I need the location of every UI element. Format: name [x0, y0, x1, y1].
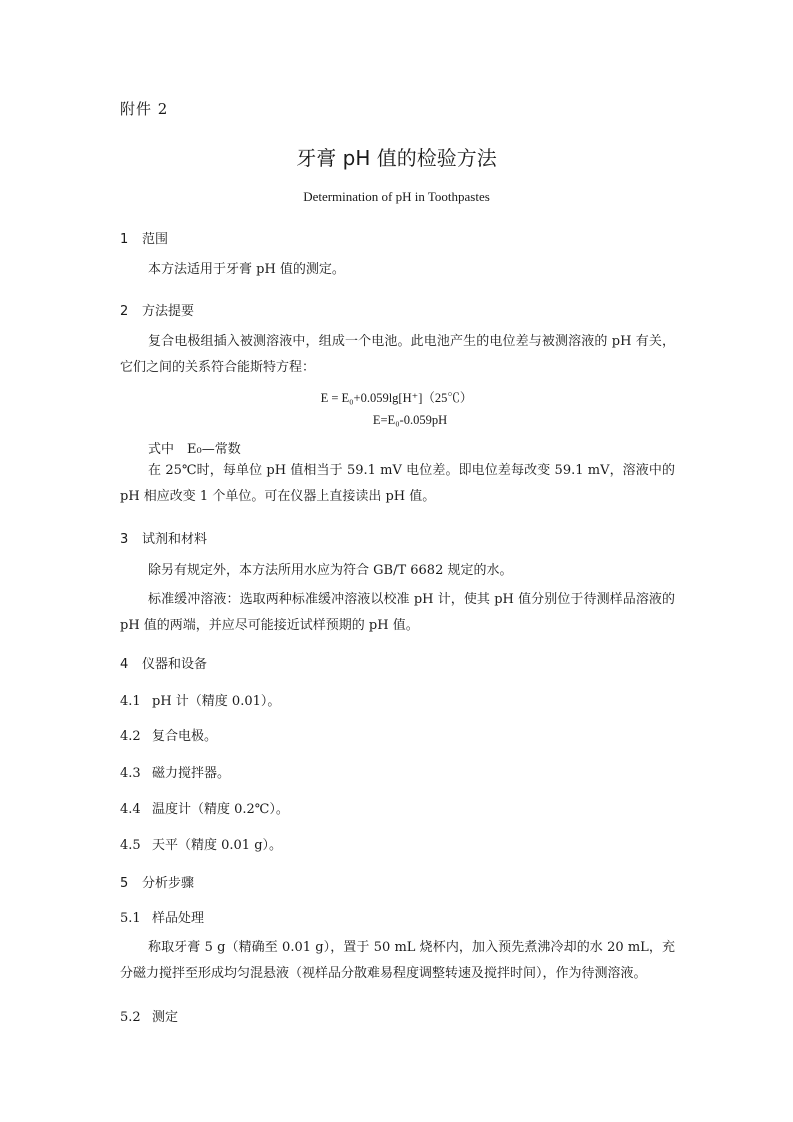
- section-3-heading: [120, 528, 207, 547]
- section-5-heading: [120, 872, 194, 891]
- attachment-label: 附件 2: [120, 100, 169, 118]
- section-3-paragraph-1: 除另有规定外，本方法所用水应为符合 GB/T 6682 规定的水。: [148, 563, 513, 578]
- item-text: 天平（精度 0.01 g）。: [152, 838, 283, 853]
- section-title: 仪器和设备: [142, 657, 208, 672]
- section-2-paragraph-2: 在 25℃时，每单位 pH 值相当于 59.1 mV 电位差。即电位差每改变 59.1 mV，溶液中的 pH 相应改变 1 个单位。可在仪器上直接读出 pH 值。: [120, 463, 675, 504]
- item-number: 4.5: [120, 838, 141, 853]
- item-number: 4.4: [120, 802, 141, 817]
- document-title: 牙膏 pH 值的检验方法: [296, 146, 497, 170]
- section-number: 4: [120, 657, 129, 672]
- item-text: 复合电极。: [152, 729, 218, 744]
- section-title: 范围: [142, 232, 169, 247]
- section-5-1-paragraph: 称取牙膏 5 g（精确至 0.01 g），置于 50 mL 烧杯内，加入预先煮沸冷却的水 20 mL，充分磁力搅拌至形成均匀混悬液（视样品分散难易程度调整转速及搅拌时间），作为待测溶液。: [120, 940, 675, 981]
- equation-where-note: 式中 E₀—常数: [148, 442, 241, 457]
- nernst-equation: E = E₀+0.059lg[H⁺]（25℃）: [320, 391, 473, 405]
- subsection-5-1-heading: [120, 907, 204, 926]
- item-text: 测定: [152, 1010, 179, 1025]
- section-2-paragraph: 复合电极组插入被测溶液中，组成一个电池。此电池产生的电位差与被测溶液的 pH 有关，它们之间的关系符合能斯特方程：: [120, 334, 675, 375]
- list-item: [120, 690, 280, 709]
- section-1-paragraph: 本方法适用于牙膏 pH 值的测定。: [148, 262, 345, 277]
- section-title: 方法提要: [142, 304, 195, 319]
- item-number: 4.3: [120, 766, 141, 781]
- document-subtitle: Determination of pH in Toothpastes: [303, 189, 490, 204]
- subsection-5-2-heading: [120, 1006, 178, 1025]
- item-text: pH 计（精度 0.01）。: [152, 694, 281, 709]
- list-item: [120, 762, 230, 781]
- section-number: 2: [120, 304, 129, 319]
- item-number: 5.2: [120, 1010, 141, 1025]
- section-title: 试剂和材料: [142, 532, 208, 547]
- item-number: 5.1: [120, 911, 141, 926]
- item-number: 4.1: [120, 694, 141, 709]
- section-title: 分析步骤: [142, 876, 195, 891]
- ph-equation: E=E₀-0.059pH: [372, 413, 448, 427]
- section-1-heading: [120, 228, 168, 247]
- section-number: 1: [120, 232, 129, 247]
- list-item: [120, 834, 282, 853]
- item-number: 4.2: [120, 729, 141, 744]
- section-number: 3: [120, 532, 129, 547]
- section-3-paragraph-2: 标准缓冲溶液：选取两种标准缓冲溶液以校准 pH 计，使其 pH 值分别位于待测样品溶液的 pH 值的两端，并应尽可能接近试样预期的 pH 值。: [120, 592, 675, 633]
- item-text: 样品处理: [152, 911, 205, 926]
- section-number: 5: [120, 876, 129, 891]
- section-2-heading: [120, 300, 194, 319]
- section-4-heading: [120, 653, 207, 672]
- list-item: [120, 798, 289, 817]
- list-item: [120, 725, 217, 744]
- item-text: 磁力搅拌器。: [152, 766, 231, 781]
- item-text: 温度计（精度 0.2℃）。: [152, 802, 289, 817]
